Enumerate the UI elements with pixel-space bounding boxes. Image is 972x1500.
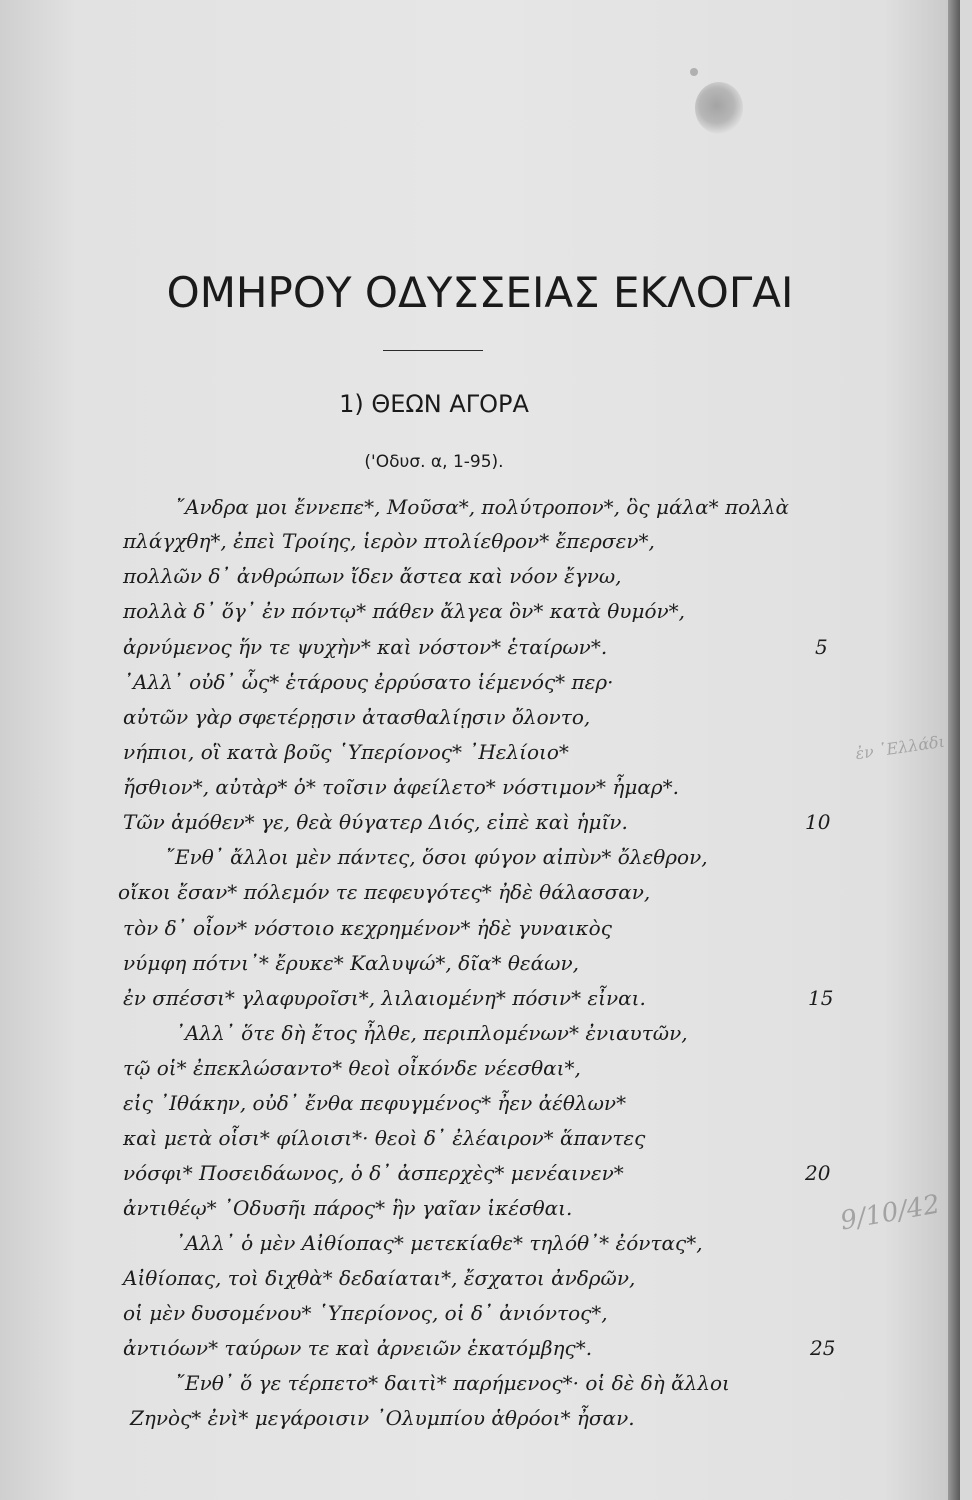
verse-line: Αἰθίοπας, τοὶ διχθὰ* δεδαίαται*, ἔσχατοι ἀνδρῶν,	[123, 1266, 636, 1290]
verse-line: ῎Ενθ᾽ ὅ γε τέρπετο* δαιτὶ* παρήμενος*· οἱ δὲ δὴ ἄλλοι	[175, 1371, 730, 1395]
handwritten-date: 9/10/42	[838, 1189, 943, 1237]
verse-line: οἱ μὲν δυσομένου* ῾Υπερίονος, οἱ δ᾽ ἀνιόντος*,	[123, 1301, 608, 1325]
verse-line: νόσφι* Ποσειδάωνος, ὁ δ᾽ ἀσπερχὲς* μενέαινεν*	[123, 1161, 624, 1185]
verse-line: τὸν δ᾽ οἶον* νόστοιο κεχρημένον* ἠδὲ γυναικὸς	[123, 916, 612, 940]
verse-line: πλάγχθη*, ἐπεὶ Τροίης, ἱερὸν πτολίεθρον* ἔπερσεν*,	[123, 529, 655, 553]
verse-line: πολλὰ δ᾽ ὅγ᾽ ἐν πόντῳ* πάθεν ἄλγεα ὃν* κατὰ θυμόν*,	[123, 599, 686, 623]
verse-line: ἀντιθέῳ* ᾽Οδυσῆι πάρος* ἣν γαῖαν ἱκέσθαι.	[123, 1196, 573, 1220]
verse-line: πολλῶν δ᾽ ἀνθρώπων ἴδεν ἄστεα καὶ νόον ἔγνω,	[123, 564, 622, 588]
verse-line: ᾽Αλλ᾽ ὁ μὲν Αἰθίοπας* μετεκίαθε* τηλόθ᾽* ἐόντας*,	[175, 1231, 703, 1255]
verse-line: ᾽Αλλ᾽ οὐδ᾽ ὧς* ἑτάρους ἐρρύσατο ἱέμενός* περ·	[123, 670, 614, 694]
verse-line: τῷ οἱ* ἐπεκλώσαντο* θεοὶ οἶκόνδε νέεσθαι*,	[123, 1056, 581, 1080]
verse-line: νύμφη πότνι᾽* ἔρυκε* Καλυψώ*, δῖα* θεάων,	[123, 951, 579, 975]
verse-line: Τῶν ἁμόθεν* γε, θεὰ θύγατερ Διός, εἰπὲ καὶ ἡμῖν.	[123, 810, 628, 834]
section-title: 1) ΘΕΩΝ ΑΓΟΡΑ	[339, 390, 529, 418]
verse-line: ἤσθιον*, αὐτὰρ* ὁ* τοῖσιν ἀφείλετο* νόστιμον* ἦμαρ*.	[123, 775, 680, 799]
title-divider	[383, 350, 483, 351]
line-number: 25	[810, 1336, 836, 1360]
verse-line: Ζηνὸς* ἐνὶ* μεγάροισιν ᾽Ολυμπίου ἁθρόοι* ἦσαν.	[130, 1406, 635, 1430]
verse-line: ἐν σπέσσι* γλαφυροῖσι*, λιλαιομένη* πόσιν* εἶναι.	[123, 986, 646, 1010]
verse-line: νήπιοι, οἳ κατὰ βοῦς ῾Υπερίονος* ᾽Ηελίοιο*	[123, 740, 569, 764]
verse-line: εἰς ᾽Ιθάκην, οὐδ᾽ ἔνθα πεφυγμένος* ἦεν ἀέθλων*	[123, 1091, 627, 1115]
verse-line: αὐτῶν γὰρ σφετέρῃσιν ἀτασθαλίῃσιν ὄλοντο,	[123, 705, 591, 729]
verse-line: ῎Ανδρα μοι ἔννεπε*, Μοῦσα*, πολύτροπον*, ὃς μάλα* πολλὰ	[175, 495, 790, 519]
page-edge	[948, 0, 960, 1500]
handwritten-margin-note: ἐν ῾Ελλάδι	[854, 731, 946, 764]
verse-line: ῎Ενθ᾽ ἄλλοι μὲν πάντες, ὅσοι φύγον αἰπὺν* ὄλεθρον,	[165, 845, 708, 869]
verse-line: ἀντιόων* ταύρων τε καὶ ἀρνειῶν ἑκατόμβης*.	[123, 1336, 593, 1360]
line-number: 20	[805, 1161, 831, 1185]
verse-line: οἴκοι ἔσαν* πόλεμόν τε πεφευγότες* ἠδὲ θάλασσαν,	[118, 880, 651, 904]
verse-line: καὶ μετὰ οἷσι* φίλοισι*· θεοὶ δ᾽ ἐλέαιρον* ἅπαντες	[123, 1126, 646, 1150]
page-title: ΟΜΗΡΟΥ ΟΔΥΣΣΕΙΑΣ ΕΚΛΟΓΑΙ	[166, 268, 794, 317]
line-number: 15	[808, 986, 834, 1010]
verse-line: ᾽Αλλ᾽ ὅτε δὴ ἔτος ἦλθε, περιπλομένων* ἐνιαυτῶν,	[175, 1021, 688, 1045]
line-number: 5	[815, 635, 828, 659]
ink-speck	[690, 68, 698, 76]
ink-stain	[695, 82, 743, 134]
source-reference: ('Οδυσ. α, 1-95).	[364, 452, 504, 472]
verse-line: ἀρνύμενος ἥν τε ψυχὴν* καὶ νόστον* ἑταίρων*.	[123, 635, 608, 659]
line-number: 10	[805, 810, 831, 834]
